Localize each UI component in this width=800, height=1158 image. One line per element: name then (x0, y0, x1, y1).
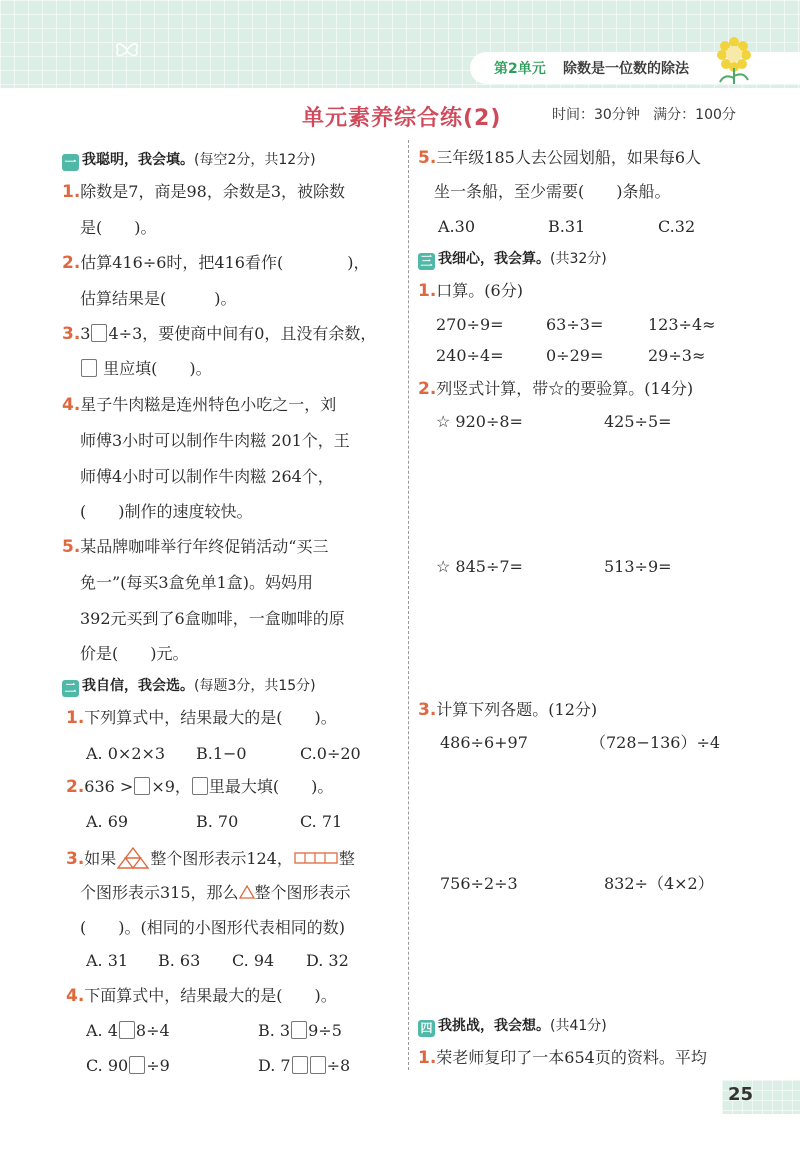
question-f5-line2: 免一”(每买3盒免单1盒)。妈妈用 (80, 573, 314, 592)
vertical-calc-item: 425÷5= (604, 412, 672, 431)
question-f2-line1: 2.估算416÷6时，把416看作( )， (62, 253, 370, 273)
question-c1: 1.下列算式中，结果最大的是( )。 (66, 708, 337, 728)
question-f2-line2: 估算结果是( )。 (80, 289, 237, 308)
question-c4: 4.下面算式中，结果最大的是( )。 (66, 986, 337, 1006)
section-title: 我聪明，我会填。 (82, 152, 194, 168)
option-c2-a: A. 69 (86, 812, 129, 831)
option-c5-c: C.32 (658, 217, 696, 236)
oral-calc-item: 123÷4≈ (648, 315, 716, 334)
column-divider (408, 140, 409, 1070)
vertical-calc-item: ☆ 845÷7= (436, 557, 523, 576)
blank-box (134, 777, 150, 795)
expression-item: （728−136）÷4 (590, 733, 721, 752)
blank-box (291, 1021, 307, 1039)
option-c1-c: C.0÷20 (300, 744, 361, 763)
sunflower-icon (712, 34, 756, 86)
triangle-figure-icon (116, 846, 150, 870)
option-c3-a: A. 31 (86, 951, 129, 970)
unit-label: 第2单元 (494, 61, 546, 77)
section-title: 我细心，我会算。 (438, 251, 550, 267)
oral-calc-item: 0÷29= (546, 346, 604, 365)
question-f5-line4: 价是( )元。 (80, 644, 189, 663)
unit-title: 除数是一位数的除法 (563, 61, 689, 77)
section-badge: 二 (62, 680, 79, 697)
butterfly-icon (112, 38, 142, 62)
oral-calc-item: 240÷4= (436, 346, 504, 365)
section-4-header (418, 1016, 607, 1037)
section-badge: 四 (418, 1020, 435, 1037)
blank-box (119, 1021, 135, 1039)
exam-info: 时间：30分钟 满分：100分 (552, 107, 736, 123)
expression-item: 832÷（4×2） (604, 874, 714, 893)
question-c3-line2: 个图形表示315，那么 整个图形表示 (80, 883, 351, 902)
question-c3-line1: 3.如果 整个图形表示124， 整 (66, 846, 355, 871)
question-p1: 1.荣老师复印了一本654页的资料。平均 (418, 1048, 707, 1068)
page-number: 25 (728, 1084, 754, 1105)
option-c5-a: A.30 (438, 217, 475, 236)
option-c3-c: C. 94 (232, 951, 275, 970)
option-c2-c: C. 71 (300, 812, 343, 831)
section-title: 我挑战，我会想。 (438, 1018, 550, 1034)
option-c4-a: A. 4 8÷4 (86, 1021, 170, 1040)
vertical-calc-item: 513÷9= (604, 557, 672, 576)
oral-calc-item: 270÷9= (436, 315, 504, 334)
question-f1-line2: 是( )。 (80, 218, 157, 237)
blank-box (91, 324, 107, 342)
question-c2: 2.636 > ×9， 里最大填( )。 (66, 777, 334, 797)
vertical-calc-item: ☆ 920÷8= (436, 412, 523, 431)
question-f4-line4: ( )制作的速度较快。 (80, 502, 253, 521)
rectangle-figure-icon (293, 850, 339, 866)
section-badge: 一 (62, 154, 79, 171)
question-c3-line3: ( )。(相同的小图形代表相同的数) (80, 918, 345, 937)
question-m3: 3.计算下列各题。(12分) (418, 700, 598, 720)
expression-item: 486÷6+97 (440, 733, 528, 752)
blank-box (292, 1056, 308, 1074)
small-triangle-icon (239, 884, 255, 900)
option-c2-b: B. 70 (196, 812, 239, 831)
question-f5-line3: 392元买到了6盒咖啡，一盒咖啡的原 (80, 609, 345, 628)
option-c1-b: B.1−0 (196, 744, 247, 763)
blank-box (192, 777, 208, 795)
question-f3-line2: 里应填( )。 (80, 357, 212, 381)
section-badge: 三 (418, 253, 435, 270)
option-c3-d: D. 32 (306, 951, 349, 970)
question-m2: 2.列竖式计算，带☆的要验算。(14分) (418, 379, 694, 399)
section-title: 我自信，我会选。 (82, 678, 194, 694)
expression-item: 756÷2÷3 (440, 874, 518, 893)
section-3-header (418, 249, 607, 270)
section-1-header (62, 150, 316, 171)
option-c4-d: D. 7 ÷8 (258, 1056, 351, 1075)
option-c4-b: B. 3 9÷5 (258, 1021, 342, 1040)
question-f4-line3: 师傅4小时可以制作牛肉糍 264个， (80, 467, 334, 486)
option-c3-b: B. 63 (158, 951, 201, 970)
section-note: (共41分) (550, 1018, 607, 1034)
section-2-header (62, 676, 316, 697)
section-note: (共32分) (550, 251, 607, 267)
page-title: 单元素养综合练(2) (302, 106, 502, 131)
option-c5-b: B.31 (548, 217, 586, 236)
option-c4-c: C. 90 ÷9 (86, 1056, 170, 1075)
blank-box (81, 359, 97, 377)
question-c5-line2: 坐一条船，至少需要( )条船。 (434, 182, 671, 201)
section-note: (每空2分，共12分) (194, 152, 316, 168)
oral-calc-item: 63÷3= (546, 315, 604, 334)
question-f1-line1: 1.除数是7，商是98，余数是3，被除数 (62, 182, 346, 202)
question-f5-line1: 5.某品牌咖啡举行年终促销活动“买三 (62, 537, 329, 557)
oral-calc-item: 29÷3≈ (648, 346, 706, 365)
option-c1-a: A. 0×2×3 (86, 744, 166, 763)
question-m1: 1.口算。(6分) (418, 281, 523, 301)
section-note: (每题3分，共15分) (194, 678, 316, 694)
question-f4-line2: 师傅3小时可以制作牛肉糍 201个，王 (80, 431, 350, 450)
question-c5-line1: 5.三年级185人去公园划船，如果每6人 (418, 148, 702, 168)
question-f4-line1: 4.星子牛肉糍是连州特色小吃之一，刘 (62, 395, 337, 415)
blank-box (310, 1056, 326, 1074)
question-f3-line1: 3.3 4÷3，要使商中间有0，且没有余数， (62, 324, 377, 344)
blank-box (129, 1056, 145, 1074)
